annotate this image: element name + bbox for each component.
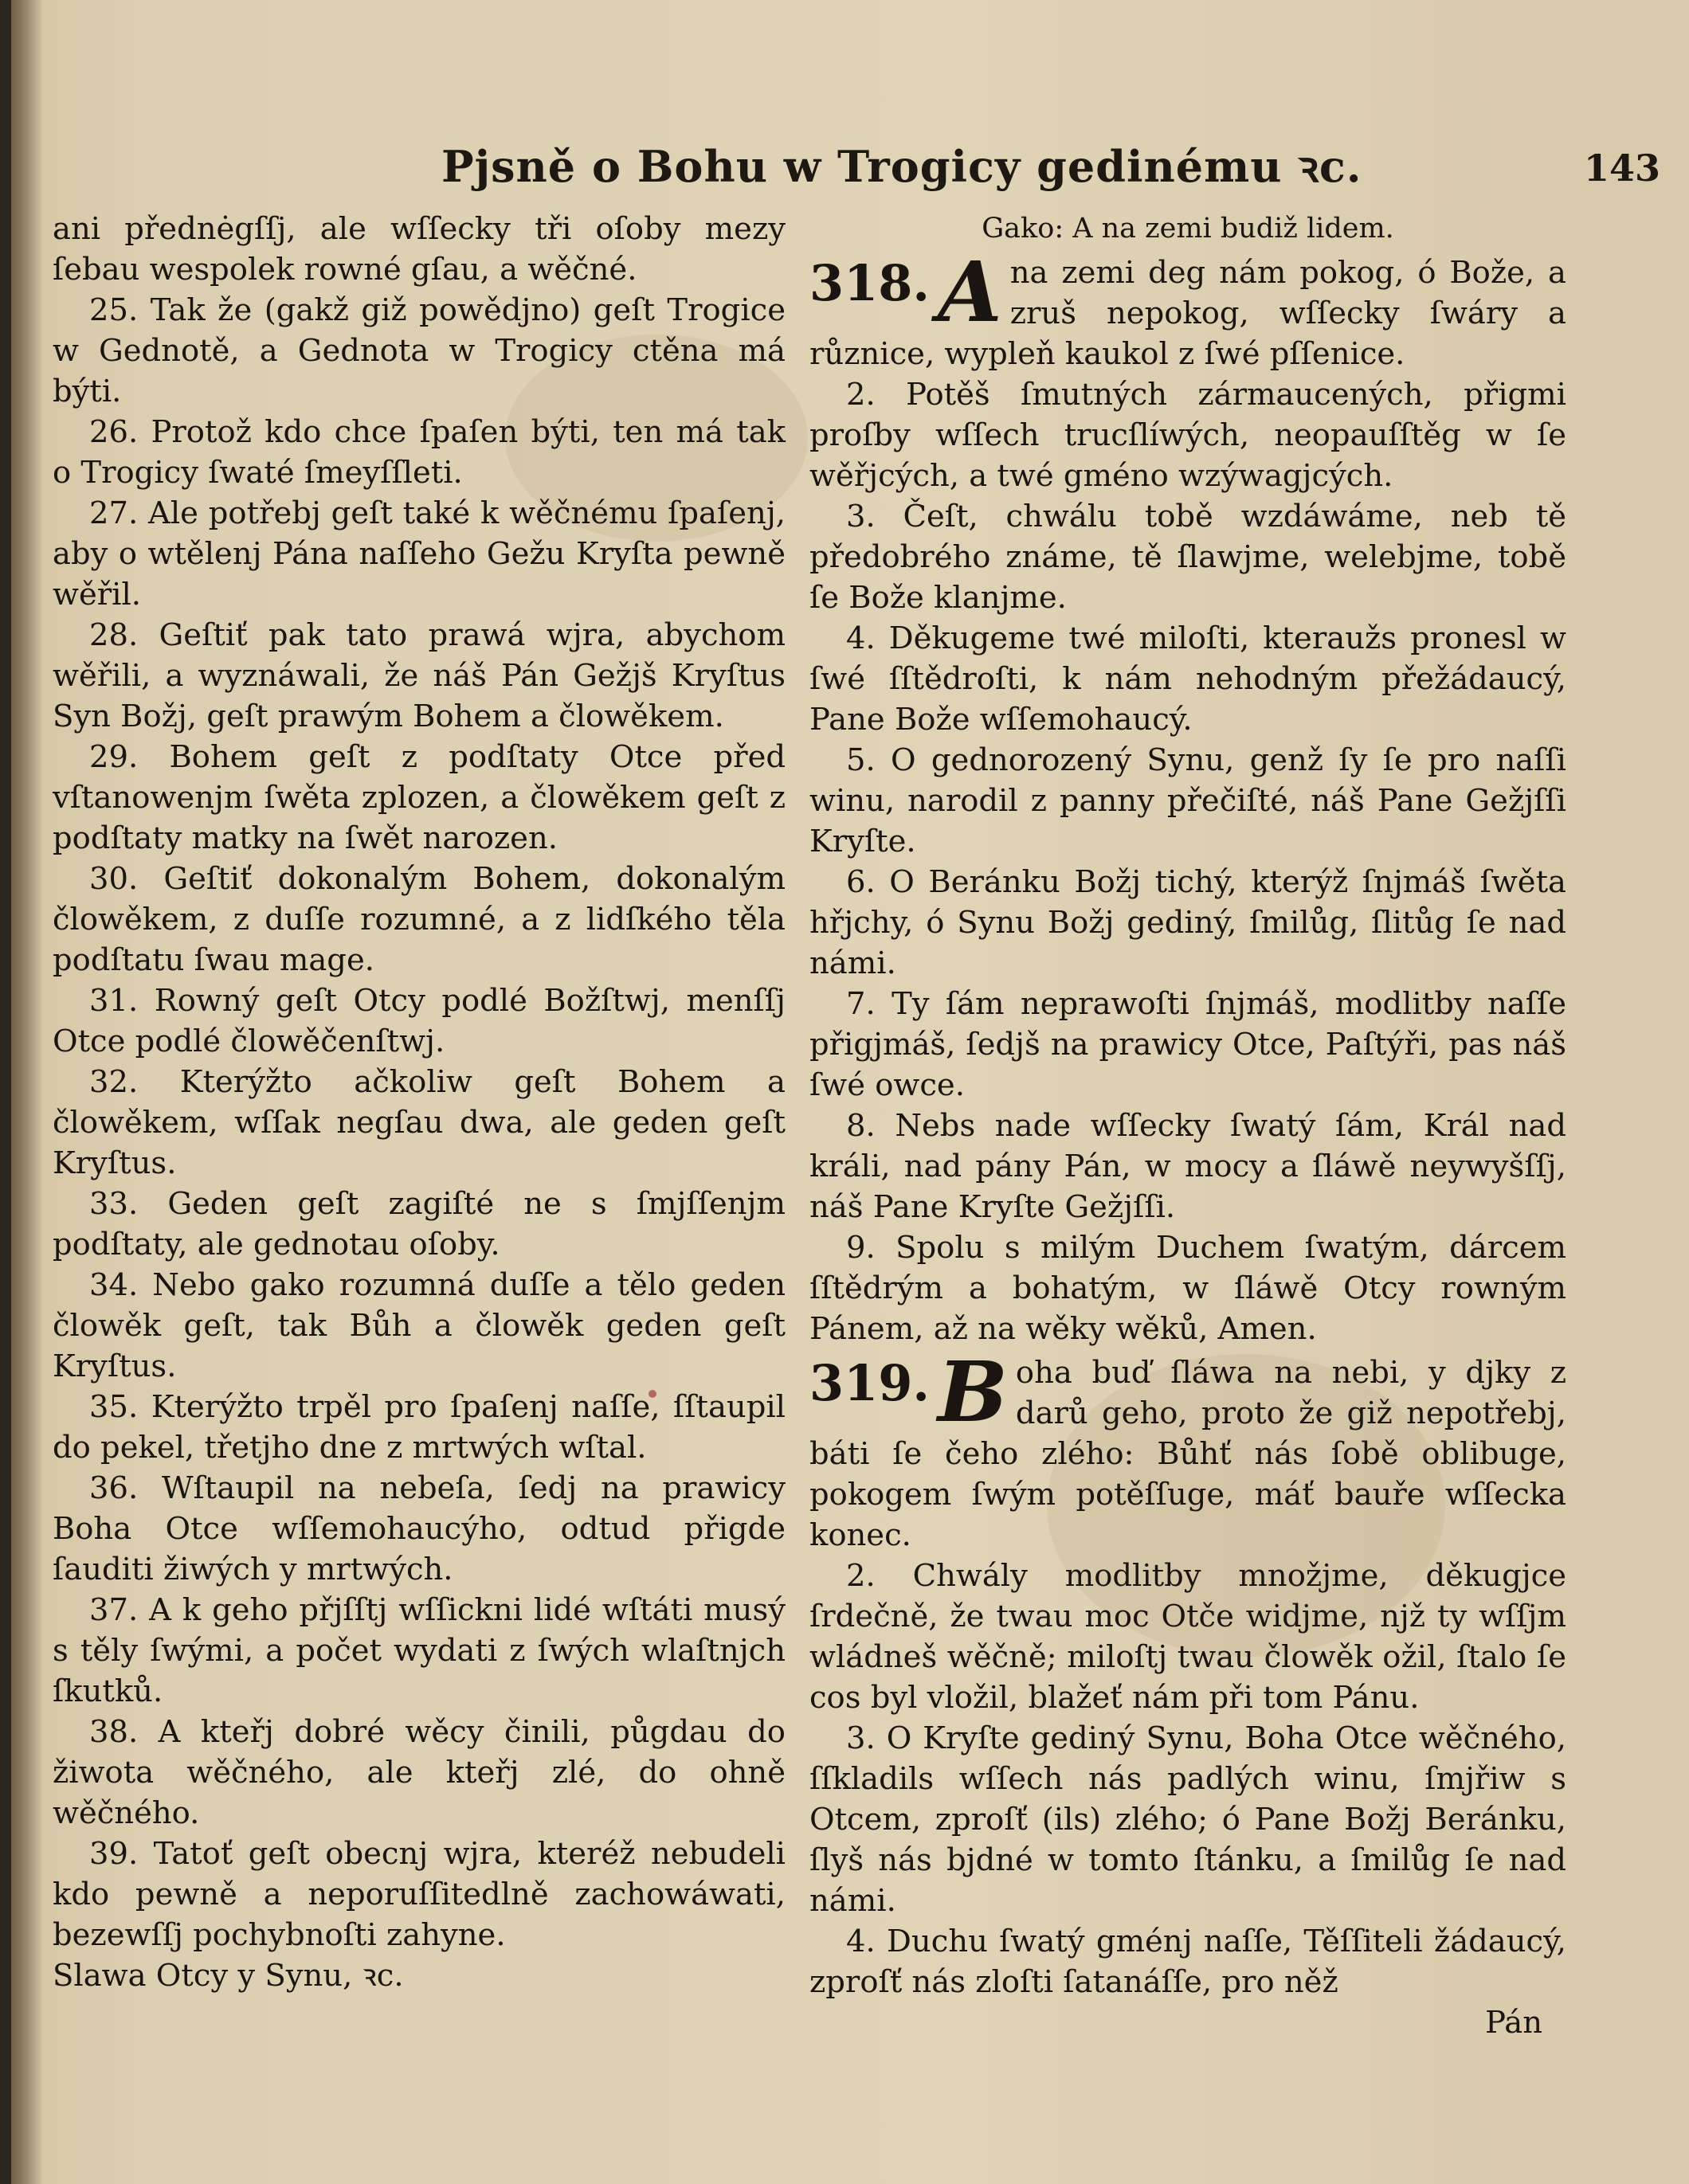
hymn-number: 318. (809, 254, 931, 312)
verse: 2. Potěš ſmutných zármaucených, přigmi proſby wſſech trucſlíwých, neopauſſtěg w ſe wěřjcých, a twé gméno wzýwagjcých. (809, 377, 1566, 494)
verse: 7. Ty ſám neprawoſti ſnjmáš, modlitby naſſe přigjmáš, ſedjš na prawicy Otce, Paſtýři, pas náš ſwé owce. (809, 986, 1566, 1103)
doxology: Slawa Otcy y Synu, ꝛc. (53, 1958, 404, 1994)
verse: 3. O Kryſte gediný Synu, Boha Otce wěčného, ſſkladils wſſech nás padlých winu, ſmjřiw s Otcem, zproſť (ils) zlého; ó Pane Božj Beránku, ſlyš nás bjdné w tomto ſtánku, a ſmilůg ſe nad námi. (809, 1720, 1566, 1919)
catchword: Pán (1485, 2005, 1542, 2041)
tune-caption: Gako: A na zemi budiž lidem. (982, 213, 1394, 245)
paragraph: 36. Wſtaupil na nebeſa, ſedj na prawicy Boha Otce wſſemohaucýho, odtud přigde ſauditi žiwých y mrtwých. (53, 1470, 786, 1587)
hymn-318 (809, 243, 1566, 1349)
paragraph: 35. Kterýžto trpěl pro ſpaſenj naſſe, ſſtaupil do pekel, třetjho dne z mrtwých wſtal. (53, 1389, 786, 1466)
hymn-number: 319. (809, 1354, 931, 1412)
page-gutter-shadow (11, 0, 43, 2184)
hymn-319 (809, 1343, 1566, 2002)
drop-initial: B (938, 1343, 1008, 1441)
verse: 2. Chwály modlitby množjme, děkugjce ſrdečně, že twau moc Otče widjme, njž ty wſſjm wládneš wěčně; miloſtj twau člowěk ožil, ſtalo ſe cos byl vložil, blažeť nám při tom Pánu. (809, 1558, 1566, 1716)
paragraph: 29. Bohem geſt z podſtaty Otce před vſtanowenjm ſwěta zplozen, a člowěkem geſt z podſtaty matky na ſwět narozen. (53, 739, 786, 856)
page-number: 143 (1583, 147, 1660, 190)
paragraph: 38. A kteřj dobré wěcy činili, půgdau do žiwota wěčného, ale kteřj zlé, do ohně wěčného. (53, 1714, 786, 1831)
book-page (11, 0, 1689, 2184)
page-header (11, 135, 1689, 199)
paragraph: 37. A k geho přjſſtj wſſickni lidé wſtáti musý s těly ſwými, a počet wydati z ſwých wlaſtnjch ſkutků. (53, 1592, 786, 1709)
running-title: Pjsně o Bohu w Trogicy gedinému ꝛc. (441, 141, 1362, 192)
paragraph: 39. Tatoť geſt obecnj wjra, kteréž nebudeli kdo pewně a neporuſſitedlně zachowáwati, bezewſſj pochybnoſti zahyne. (53, 1836, 786, 1953)
paragraph: 32. Kterýžto ačkoliw geſt Bohem a člowěkem, wſſak negſau dwa, ale geden geſt Kryſtus. (53, 1064, 786, 1181)
paragraph: 25. Tak že (gakž giž powědjno) geſt Trogice w Gednotě, a Gednota w Trogicy ctěna má býti. (53, 292, 786, 409)
verse: 4. Děkugeme twé miloſti, kteraužs pronesl w ſwé ſſtědroſti, k nám nehodným přežádaucý, Pane Bože wſſemohaucý. (809, 620, 1566, 738)
paragraph: ani přednėgſſj, ale wſſecky tři oſoby mezy ſebau wespolek rowné gſau, a wěčné. (53, 211, 786, 288)
left-column (53, 209, 786, 1996)
paragraph: 26. Protož kdo chce ſpaſen býti, ten má tak o Trogicy ſwaté ſmeyſſleti. (53, 414, 786, 491)
paragraph: 34. Nebo gako rozumná duſſe a tělo geden člowěk geſt, tak Bůh a člowěk geden geſt Kryſtus. (53, 1267, 786, 1384)
paragraph: 31. Rowný geſt Otcy podlé Božſtwj, menſſj Otce podlé člowěčenſtwj. (53, 983, 786, 1059)
drop-initial: A (938, 243, 1002, 341)
verse: na zemi deg nám pokog, ó Bože, a zruš nepokog, wſſecky ſwáry a různice, wypleň kaukol z ſwé pſſenice. (809, 255, 1566, 372)
right-column (809, 209, 1566, 2043)
paragraph: 28. Geſtiť pak tato prawá wjra, abychom wěřili, a wyznáwali, že náš Pán Gežjš Kryſtus Syn Božj, geſt prawým Bohem a člowěkem. (53, 617, 786, 734)
paragraph: 27. Ale potřebj geſt také k wěčnému ſpaſenj, aby o wtělenj Pána naſſeho Gežu Kryſta pewně wěřil. (53, 495, 786, 613)
verse: 5. O gednorozený Synu, genž ſy ſe pro naſſi winu, narodil z panny přečiſté, náš Pane Gežjſſi Kryſte. (809, 742, 1566, 859)
verse: 9. Spolu s milým Duchem ſwatým, dárcem ſſtědrým a bohatým, w ſláwě Otcy rowným Pánem, až na wěky wěků, Amen. (809, 1230, 1566, 1347)
verse: 8. Nebs nade wſſecky ſwatý ſám, Král nad králi, nad pány Pán, w mocy a ſláwě neywyšſſj, náš Pane Kryſte Gežjſſi. (809, 1108, 1566, 1225)
paragraph: 33. Geden geſt zagiſté ne s ſmjſſenjm podſtaty, ale gednotau oſoby. (53, 1186, 786, 1262)
paragraph: 30. Geſtiť dokonalým Bohem, dokonalým člowěkem, z duſſe rozumné, a z lidſkého těla podſtatu ſwau mage. (53, 861, 786, 978)
verse: 3. Čeſt, chwálu tobě wzdáwáme, neb tě předobrého známe, tě ſlawjme, welebjme, tobě ſe Bože klanjme. (809, 499, 1566, 616)
verse: 4. Duchu ſwatý gménj naſſe, Těſſiteli žádaucý, zproſť nás zloſti ſatanáſſe, pro něž (809, 1924, 1566, 2000)
verse: oha buď ſláwa na nebi, y djky z darů geho, proto že giž nepotřebj, báti ſe čeho zlého: Bůhť nás ſobě oblibuge, pokogem ſwým potěſſuge, máť bauře wſſecka konec. (809, 1355, 1566, 1553)
verse: 6. O Beránku Božj tichý, kterýž ſnjmáš ſwěta hřjchy, ó Synu Božj gediný, ſmilůg, ſlitůg ſe nad námi. (809, 864, 1566, 981)
